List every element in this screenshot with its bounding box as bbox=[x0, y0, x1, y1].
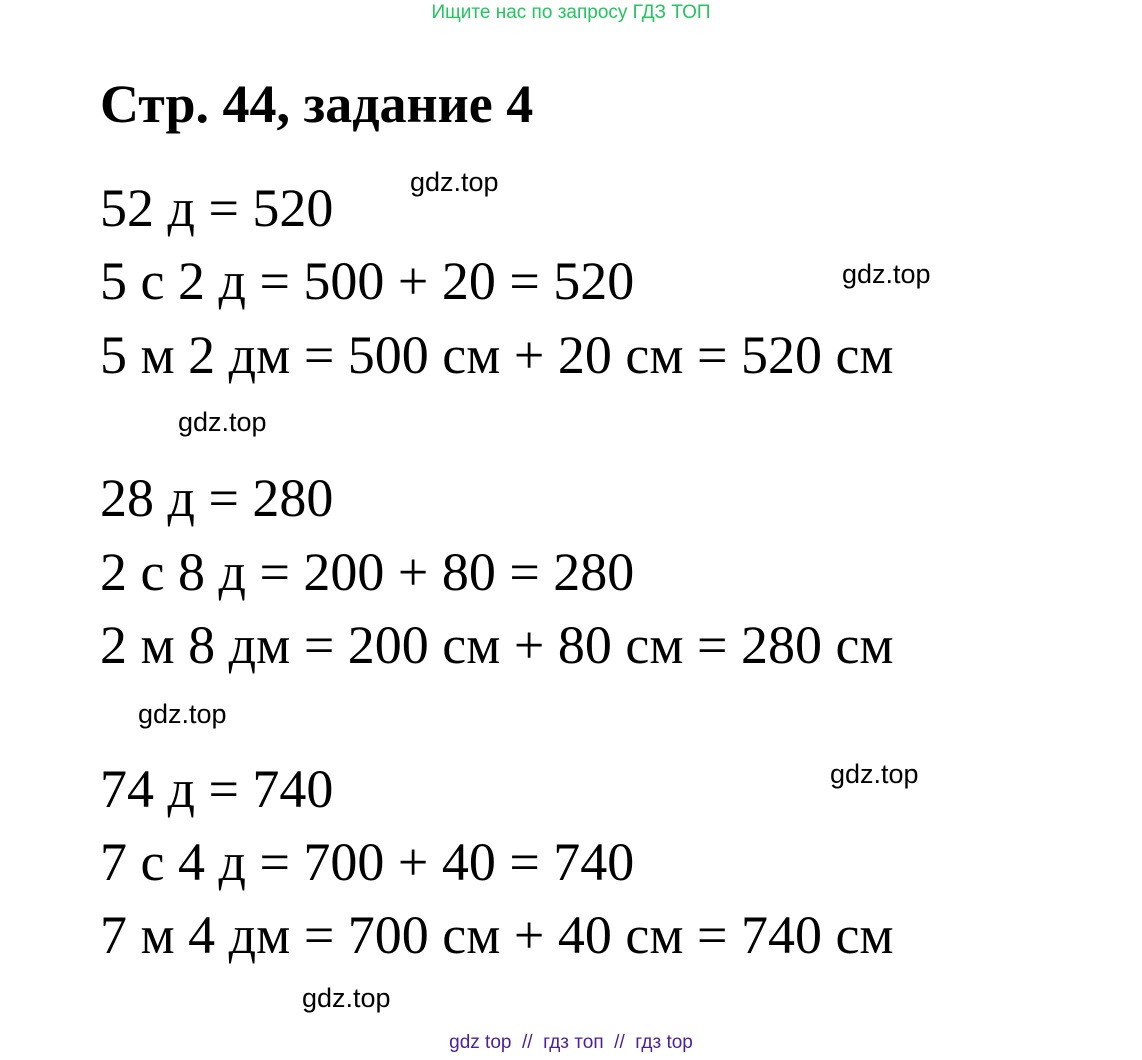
equation-line: 7 с 4 д = 700 + 40 = 740 bbox=[100, 832, 635, 892]
page-title: Стр. 44, задание 4 bbox=[100, 74, 534, 134]
watermark: gdz.top bbox=[410, 167, 499, 197]
watermark: gdz.top bbox=[302, 983, 391, 1013]
equation-line: 5 м 2 дм = 500 см + 20 см = 520 см bbox=[100, 325, 894, 385]
watermark: gdz.top bbox=[842, 259, 931, 289]
watermark: gdz.top bbox=[178, 407, 267, 437]
top-banner: Ищите нас по запросу ГДЗ ТОП bbox=[431, 2, 711, 23]
equation-line: 7 м 4 дм = 700 см + 40 см = 740 см bbox=[100, 905, 894, 965]
equation-line: 28 д = 280 bbox=[100, 468, 334, 528]
watermark: gdz.top bbox=[138, 699, 227, 729]
equation-line: 74 д = 740 bbox=[100, 759, 334, 819]
footer-links: gdz top // гдз топ // гдз top bbox=[449, 1032, 693, 1053]
watermark: gdz.top bbox=[830, 759, 919, 789]
equation-line: 2 с 8 д = 200 + 80 = 280 bbox=[100, 542, 635, 602]
equation-line: 52 д = 520 bbox=[100, 178, 334, 238]
equation-line: 2 м 8 дм = 200 см + 80 см = 280 см bbox=[100, 615, 894, 675]
equation-line: 5 с 2 д = 500 + 20 = 520 bbox=[100, 251, 635, 311]
